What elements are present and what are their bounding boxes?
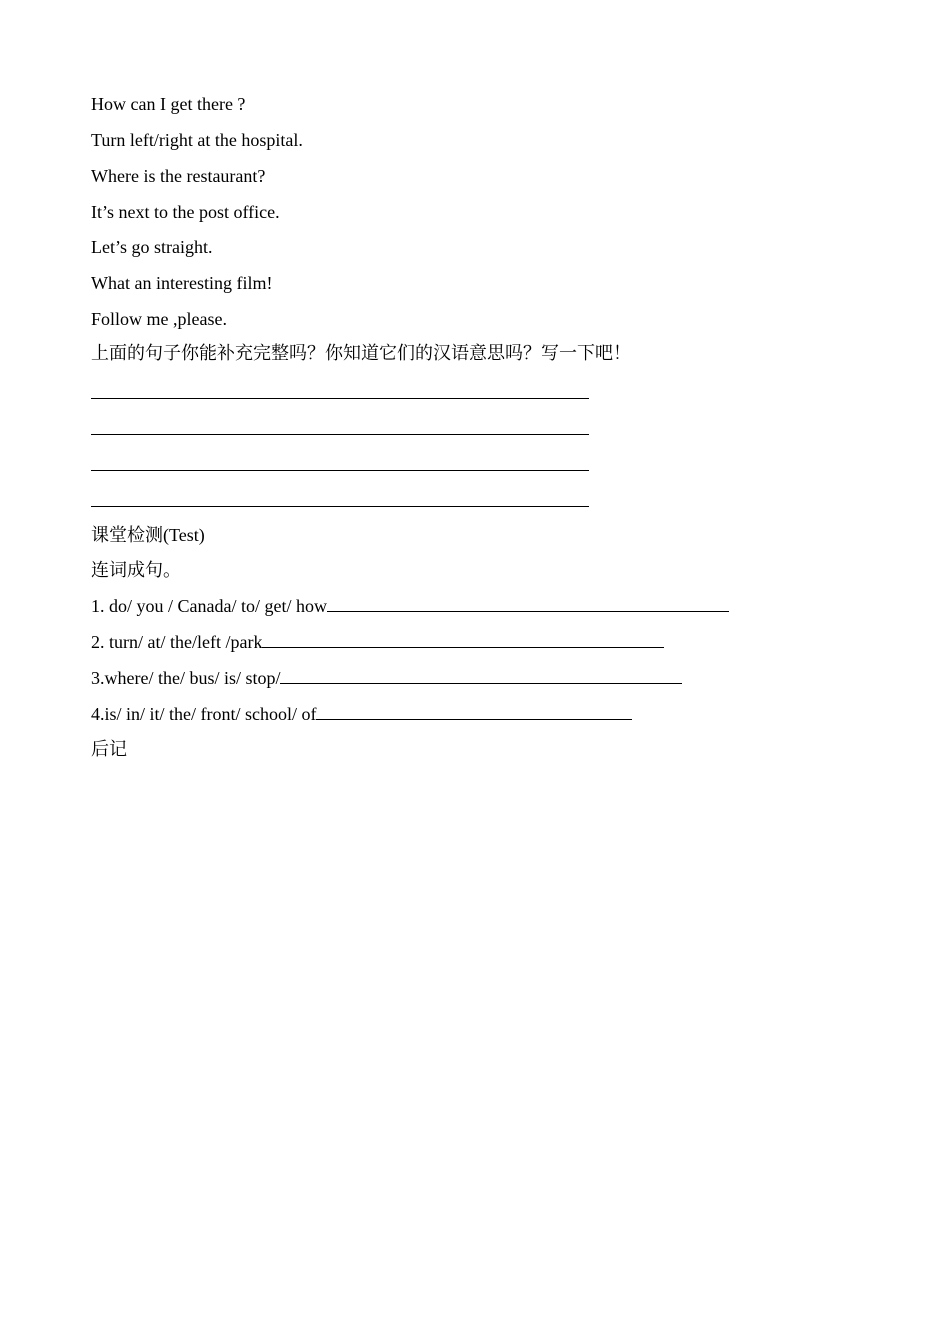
instruction-text: 上面的句子你能补充完整吗？你知道它们的汉语意思吗？写一下吧！ (91, 343, 631, 364)
test-heading (91, 524, 205, 547)
test-item-2 (91, 631, 664, 653)
test-item-2-text: 2. turn/ at/ the/left /park (91, 632, 263, 652)
sentence-3: Where is the restaurant? (91, 166, 266, 186)
sentence-5: Let’s go straight. (91, 237, 213, 257)
test-item-1-blank[interactable] (327, 595, 729, 612)
test-item-3-text: 3.where/ the/ bus/ is/ stop/ (91, 668, 281, 688)
test-item-2-blank[interactable] (262, 631, 664, 648)
answer-line-3[interactable] (91, 470, 589, 471)
test-task: 连词成句。 (91, 560, 181, 581)
test-item-3 (91, 667, 682, 689)
sentence-2: Turn left/right at the hospital. (91, 130, 303, 150)
test-item-3-blank[interactable] (280, 667, 682, 684)
test-item-4 (91, 703, 632, 725)
test-item-1 (91, 595, 729, 617)
sentence-7: Follow me ,please. (91, 309, 227, 329)
test-item-4-text: 4.is/ in/ it/ the/ front/ school/ of (91, 704, 317, 724)
test-heading-cn: 课堂检测 (91, 525, 163, 546)
answer-line-4[interactable] (91, 506, 589, 507)
answer-line-1[interactable] (91, 398, 589, 399)
answer-line-2[interactable] (91, 434, 589, 435)
test-item-1-text: 1. do/ you / Canada/ to/ get/ how (91, 596, 327, 616)
sentence-4: It’s next to the post office. (91, 202, 280, 222)
test-item-4-blank[interactable] (316, 703, 632, 720)
test-heading-en: (Test) (163, 525, 205, 545)
sentence-1: How can I get there ? (91, 94, 246, 114)
afterword-heading: 后记 (91, 739, 127, 760)
sentence-6: What an interesting film! (91, 273, 273, 293)
